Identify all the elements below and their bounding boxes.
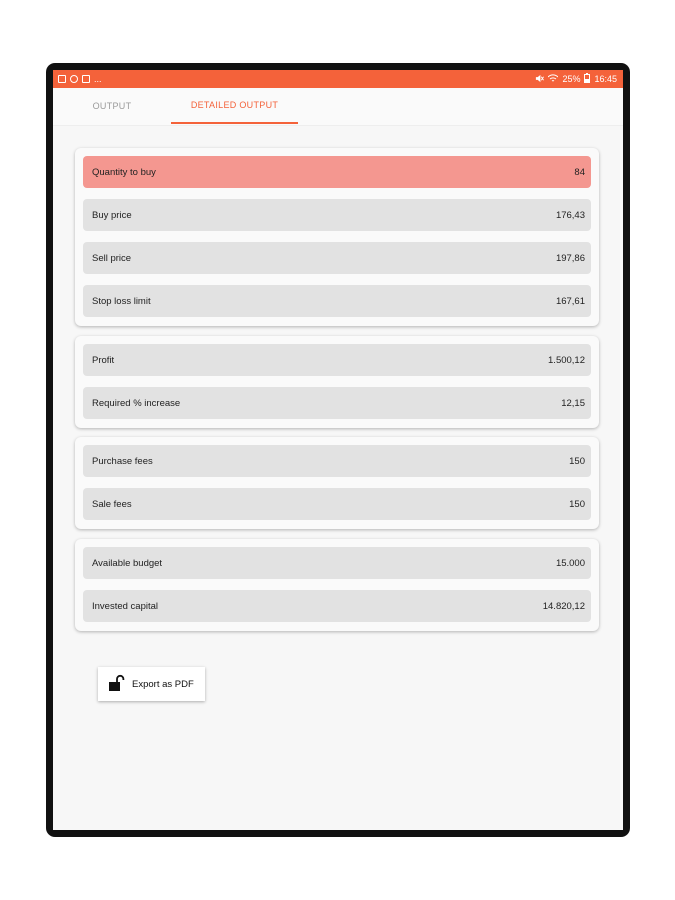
wifi-icon: [548, 74, 558, 85]
unlock-icon: [108, 674, 126, 695]
export-pdf-label: Export as PDF: [132, 678, 194, 690]
row-label: Sell price: [92, 252, 132, 264]
status-bar-left: [58, 74, 102, 84]
row-profit: [83, 344, 591, 376]
row-sell-price: [83, 242, 591, 274]
mail-icon: [82, 75, 90, 83]
row-label: Invested capital: [92, 600, 159, 612]
row-label: Buy price: [92, 209, 132, 221]
mute-icon: [535, 74, 544, 85]
battery-icon: [584, 73, 590, 85]
row-value: 197,86: [555, 252, 585, 264]
row-label: Purchase fees: [92, 455, 153, 467]
row-buy-price: [83, 199, 591, 231]
row-label: Quantity to buy: [92, 166, 156, 178]
row-value: 150: [569, 498, 585, 510]
row-purchase-fees: [83, 445, 591, 477]
row-label: Stop loss limit: [92, 295, 151, 307]
fees-card: [75, 437, 599, 529]
budget-card: [75, 539, 599, 631]
tab-bar: [53, 88, 623, 126]
tab-output[interactable]: OUTPUT: [92, 101, 132, 111]
clock: 16:45: [594, 74, 617, 84]
row-quantity-to-buy: [83, 156, 591, 188]
app-screen: [53, 70, 623, 830]
row-label: Required % increase: [92, 397, 181, 409]
status-bar-right: [535, 73, 617, 85]
status-bar: [53, 70, 623, 88]
row-available-budget: [83, 547, 591, 579]
row-value: 15.000: [555, 557, 585, 569]
row-required-increase: [83, 387, 591, 419]
status-more: ...: [94, 74, 102, 84]
image-icon: [58, 75, 66, 83]
vpn-icon: [70, 75, 78, 83]
row-sale-fees: [83, 488, 591, 520]
row-stop-loss-limit: [83, 285, 591, 317]
profit-card: [75, 336, 599, 428]
row-label: Available budget: [92, 557, 163, 569]
row-value: 176,43: [555, 209, 585, 221]
row-label: Sale fees: [92, 498, 132, 510]
row-label: Profit: [92, 354, 115, 366]
tab-detailed-output[interactable]: DETAILED OUTPUT: [171, 88, 298, 124]
order-card: [75, 148, 599, 326]
row-value: 167,61: [555, 295, 585, 307]
battery-level: 25%: [562, 74, 581, 84]
row-value: 14.820,12: [542, 600, 585, 612]
row-invested-capital: [83, 590, 591, 622]
export-pdf-button[interactable]: [98, 667, 205, 701]
row-value: 150: [569, 455, 585, 467]
row-value: 84: [574, 166, 585, 178]
row-value: 12,15: [561, 397, 585, 409]
row-value: 1.500,12: [548, 354, 585, 366]
